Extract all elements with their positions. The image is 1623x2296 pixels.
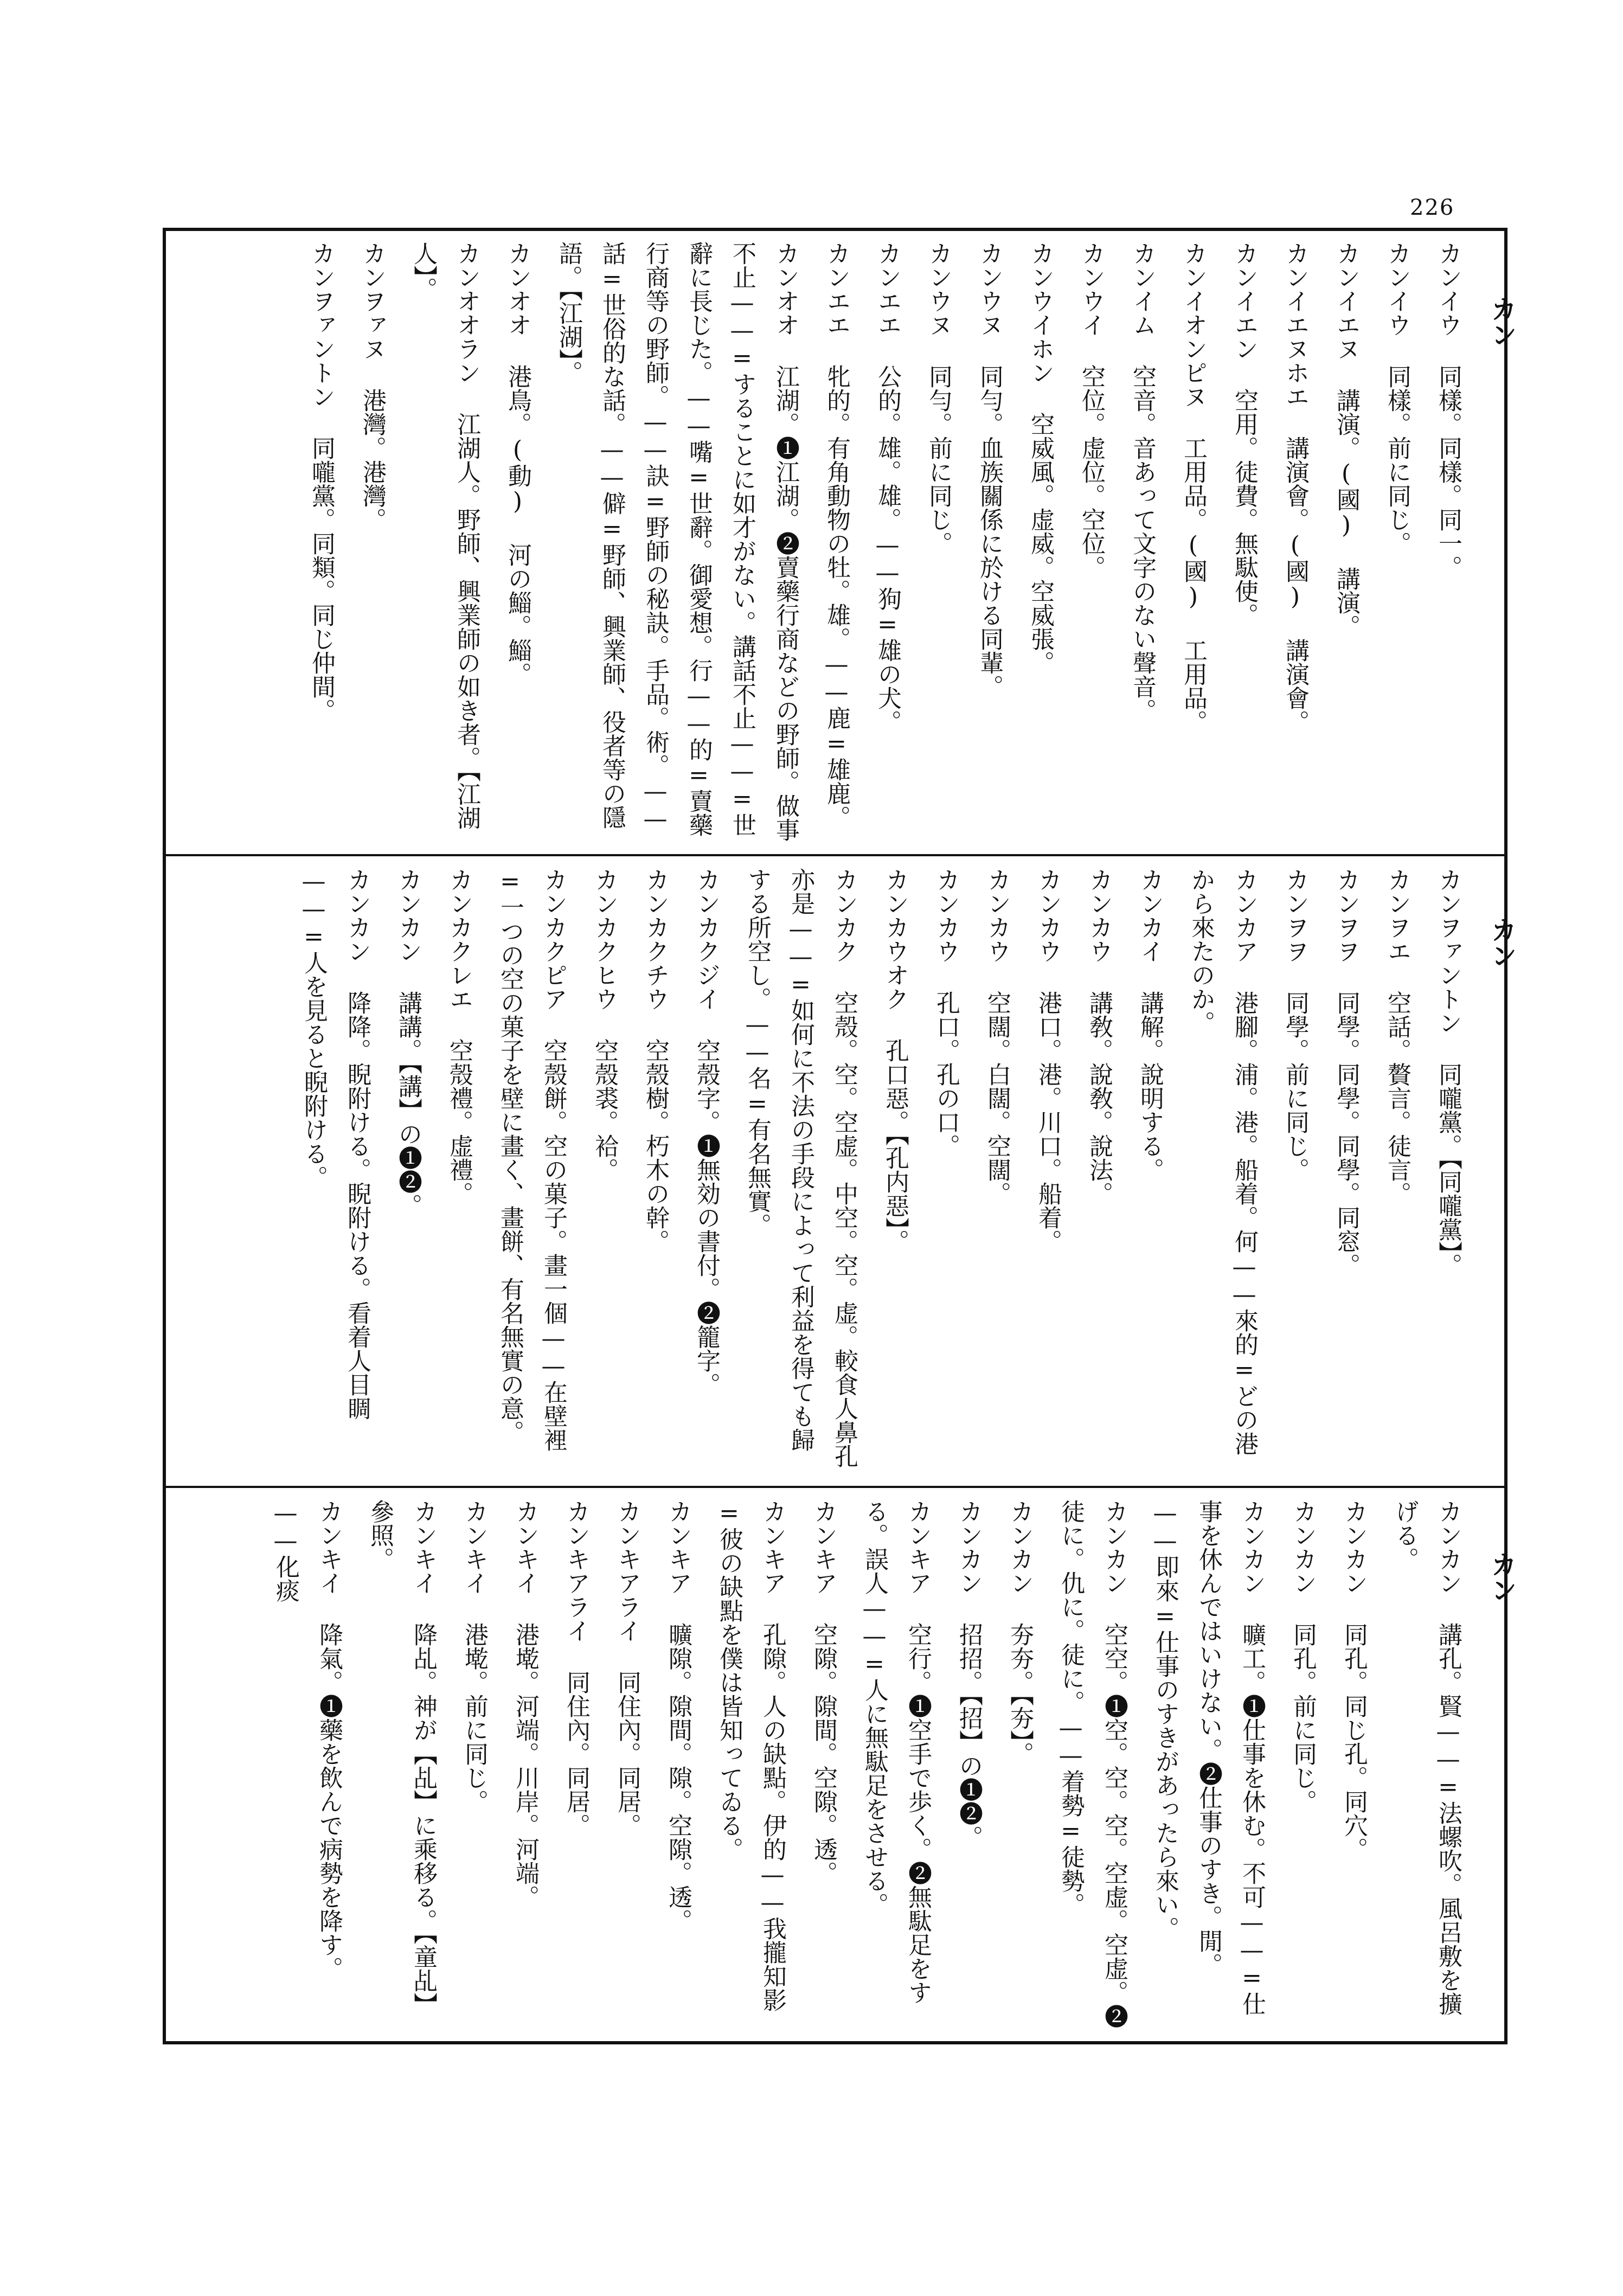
dictionary-entry: カンオオ 江湖。❶江湖。❷賣藥行商などの野師。做事不止——=することに如才がない。講話不止——=世辭に長じた。——嘴=世辭。御愛想。行——的=賣藥行商等の野師。——訣=野師の秘訣。手品。術。——話=世俗的な話。——僻=野師、興業師、役者等の隱語。【江湖】。 (555, 241, 799, 842)
dictionary-entry: カンヲヲ 同學。同學。同學。同窓。 (1332, 868, 1360, 1277)
dictionary-entry: カンキイ 港墘。河端。川岸。河端。 (511, 1499, 539, 1909)
dictionary-entry: カンカン 降降。睨附ける。睨附ける。看着人目睭——=人を見ると睨附ける。 (300, 868, 371, 1420)
dictionary-entry: カンカクヒウ 空殼裘。袷。 (591, 868, 618, 1182)
dictionary-band-middle (179, 868, 1470, 1475)
dictionary-entry: カンカン 講講。【講】の❶❷。 (394, 868, 422, 1217)
dictionary-entry: カンエエ 公的。雄。雄。——狗=雄の犬。 (874, 241, 901, 734)
dictionary-entry: カンウヌ 同勻。血族關係に於ける同輩。 (976, 241, 1003, 698)
dictionary-entry: カンキアライ 同住內。同居。 (562, 1499, 590, 1837)
dictionary-entry: カンカン 曠工。❶仕事を休む。不可——=仕事を休んではいけない。❷仕事のすき。閒。——即來=仕事のすきがあったら來い。 (1151, 1499, 1266, 2016)
dictionary-entry: カンカクチウ 空殼樹。朽木の幹。 (641, 868, 669, 1253)
dictionary-entry: カンカン 夯夯。【夯】。 (1006, 1499, 1034, 1766)
dictionary-entry: カンイウ 同樣。前に同じ。 (1383, 241, 1411, 555)
dictionary-band-bottom (179, 1499, 1470, 2031)
dictionary-entry: カンカウオク 孔口惡。【孔内惡】。 (881, 868, 909, 1253)
dictionary-entry: カンカン 同孔。前に同じ。 (1289, 1499, 1317, 1813)
dictionary-entry: カンカン 空空。❶空。空。空。空虚。空虚。❷徒に。仇に。徒に。——着勢=徒勢。 (1057, 1499, 1128, 2028)
dictionary-entry: カンカウ 空闊。白闊。空闊。 (983, 868, 1011, 1205)
page-number: 226 (1410, 195, 1455, 220)
dictionary-entry: カンウヌ 同勻。前に同じ。 (925, 241, 952, 555)
dictionary-entry: カンカア 港腳。浦。港。船着。何——來的=どの港から來たのか。 (1187, 868, 1258, 1455)
section-label-top: カン (1486, 296, 1517, 348)
dictionary-entry: カンイエン 空用。徒費。無駄使。 (1230, 241, 1258, 627)
dictionary-entry: カンカイ 講解。說明する。 (1136, 868, 1164, 1182)
dictionary-entry: カンヲァントン 同嚨黨。【同嚨黨】。 (1434, 868, 1462, 1277)
band-divider-2 (163, 1486, 1507, 1488)
dictionary-entry: カンカン 同孔。同じ孔。同穴。 (1340, 1499, 1368, 1861)
dictionary-entry: カンエエ 牝的。有角動物の牡。雄。——鹿=雄鹿。 (823, 241, 850, 829)
dictionary-band-top (179, 241, 1470, 843)
dictionary-entry: カンウイ 空位。虚位。空位。 (1077, 241, 1105, 579)
dictionary-entry: カンカクジイ 空殼字。❶無効の書付。❷籠字。 (692, 868, 720, 1396)
dictionary-entry: カンイエヌ 講演。(國) 講演。 (1332, 241, 1360, 638)
dictionary-entry: カンイオンピヌ 工用品。(國) 工用品。 (1179, 241, 1207, 734)
band-divider-1 (163, 854, 1507, 856)
dictionary-entry: カンキアライ 同住內。同居。 (613, 1499, 641, 1837)
dictionary-entry: カンキア 孔隙。人の缺點。伊的——我攏知影=彼の缺點を僕は皆知ってゐる。 (715, 1499, 786, 2012)
dictionary-entry: カンウイホン 空威風。虚威。空威張。 (1027, 241, 1054, 675)
dictionary-entry: カンヲァヌ 港灣。港灣。 (358, 241, 386, 531)
section-label-bottom: カン (1486, 1551, 1517, 1603)
dictionary-entry: カンヲァントン 同嚨黨。同類。同じ仲間。 (307, 241, 335, 722)
dictionary-entry: カンカン 招招。【招】の❶❷。 (955, 1499, 983, 1849)
dictionary-entry: カンヲヲ 同學。前に同じ。 (1281, 868, 1309, 1182)
dictionary-entry: カンカクレエ 空殼禮。虚禮。 (445, 868, 473, 1205)
dictionary-entry: カンキイ 港墘。前に同じ。 (460, 1499, 488, 1813)
dictionary-entry: カンオオラン 江湖人。野師、興業師の如き者。【江湖人】。 (409, 241, 480, 830)
dictionary-entry: カンキア 空行。❶空手で歩く。❷無駄足をする。誤人——=人に無駄足をさせる。 (861, 1499, 932, 2004)
dictionary-entry: カンカウ 孔口。孔の口。 (932, 868, 960, 1158)
dictionary-entry: カンキイ 降氣。❶藥を飲んで病勢を降す。——化痰 (272, 1499, 343, 1980)
dictionary-entry: カンキア 空隙。隙間。空隙。透。 (810, 1499, 837, 1885)
dictionary-entry: カンイム 空音。音あって文字のない聲音。 (1128, 241, 1156, 722)
dictionary-entry: カンカクピア 空殼餅。空の菓子。畫一個——在壁裡=一つの空の菓子を壁に畫く、畫餅、有名無實の意。 (496, 868, 567, 1452)
dictionary-entry: カンカク 空殼。空。空虚。中空。空。虚。較食人鼻孔亦是——=如何に不法の手段によって利益を得ても歸する所空し。——名=有名無實。 (743, 868, 858, 1468)
dictionary-entry: カンオオ 港鳥。(動) 河の鯔。鯔。 (504, 241, 531, 686)
section-label-middle: カン (1486, 916, 1517, 969)
dictionary-entry: カンイエヌホエ 講演會。(國) 講演會。 (1281, 241, 1309, 734)
dictionary-entry: カンヲエ 空話。贅言。徒言。 (1383, 868, 1411, 1205)
dictionary-entry: カンカン 講孔。賢——=法螺吹。風呂敷を擴げる。 (1391, 1499, 1462, 2016)
dictionary-entry: カンカウ 港口。港。川口。船着。 (1034, 868, 1062, 1253)
dictionary-entry: カンイウ 同樣。同樣。同一。 (1434, 241, 1462, 579)
dictionary-entry: カンキイ 降乩。神が【乩】に乘移る。【童乩】參照。 (366, 1499, 437, 2016)
dictionary-entry: カンキア 曠隙。隙間。隙。空隙。透。 (664, 1499, 692, 1933)
dictionary-entry: カンカウ 講敎。說敎。說法。 (1085, 868, 1113, 1205)
